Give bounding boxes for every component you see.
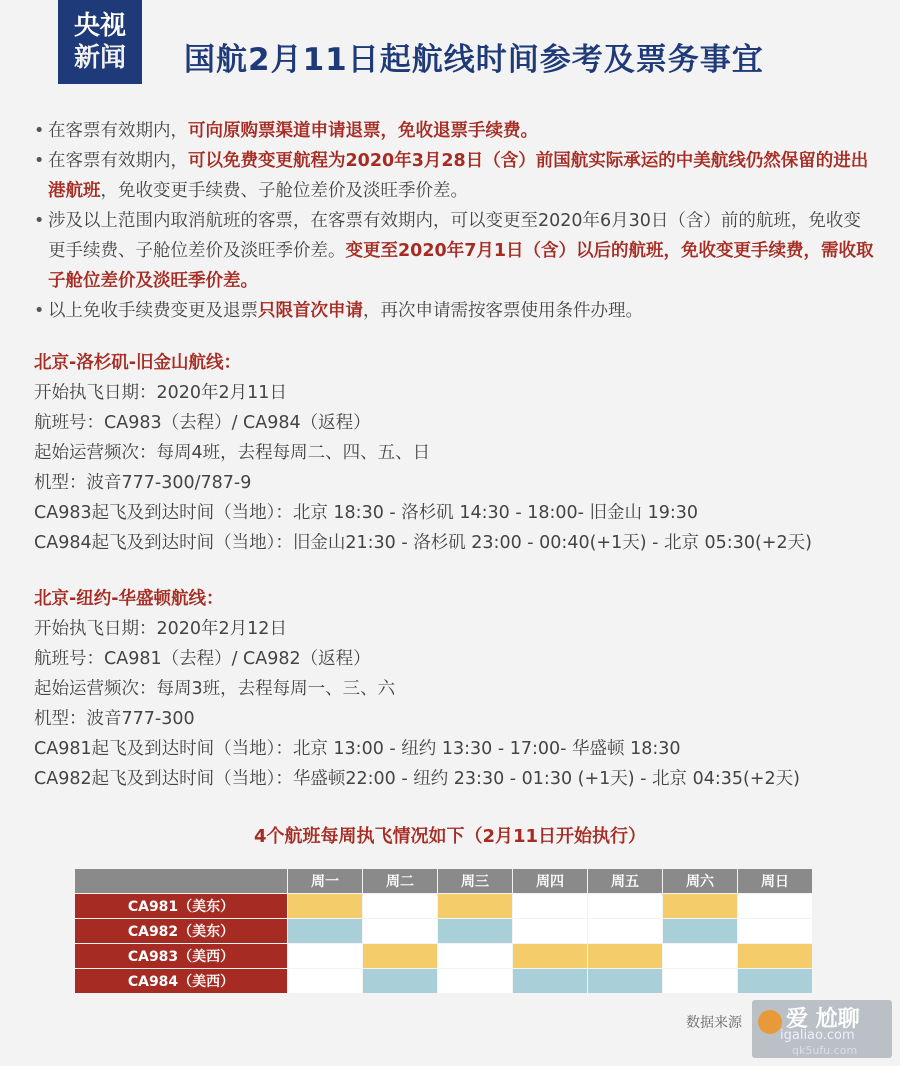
flight-numbers: 航班号：CA983（去程）/ CA984（返程） bbox=[34, 413, 371, 433]
watermark-bird-icon bbox=[758, 1010, 782, 1034]
notice-item bbox=[34, 296, 874, 326]
ca982-times: CA982起飞及到达时间（当地）：华盛顿22:00 - 纽约 23:30 - 01:30 (+1天) - 北京 04:35(+2天) bbox=[34, 769, 800, 789]
route-ny-dc bbox=[34, 584, 800, 794]
flight-day-empty bbox=[513, 894, 588, 919]
start-date: 开始执飞日期：2020年2月12日 bbox=[34, 619, 287, 639]
flight-day-active bbox=[288, 919, 363, 944]
weekly-schedule-table bbox=[74, 868, 813, 994]
start-date: 开始执飞日期：2020年2月11日 bbox=[34, 383, 287, 403]
route-title: 北京-洛杉矶-旧金山航线： bbox=[34, 353, 242, 373]
flight-day-empty bbox=[663, 969, 738, 994]
logo-line2: 新闻 bbox=[73, 43, 126, 73]
flight-day-empty bbox=[738, 919, 813, 944]
notice-text: 以上免收手续费变更及退票 bbox=[48, 301, 258, 321]
notice-text: ，免收变更手续费、子舱位差价及淡旺季价差。 bbox=[100, 181, 468, 201]
highlight-text: 变更至2020年7月1日（含）以后的航班，免收变更手续费，需收取子舱位差价及淡旺季价差。 bbox=[48, 241, 874, 291]
flight-day-active bbox=[588, 969, 663, 994]
flight-day-active bbox=[738, 944, 813, 969]
highlight-text: 只限首次申请 bbox=[258, 301, 363, 321]
watermark-url2: qk5ufu.com bbox=[792, 1044, 858, 1057]
flight-day-active bbox=[363, 969, 438, 994]
highlight-text: 可向原购票渠道申请退票，免收退票手续费。 bbox=[188, 121, 538, 141]
flight-day-empty bbox=[438, 944, 513, 969]
day-header: 周四 bbox=[513, 869, 588, 894]
flight-day-active bbox=[438, 919, 513, 944]
flight-day-active bbox=[513, 944, 588, 969]
flight-day-empty bbox=[663, 944, 738, 969]
corner-cell bbox=[75, 869, 288, 894]
day-header: 周日 bbox=[738, 869, 813, 894]
route-title: 北京-纽约-华盛顿航线： bbox=[34, 589, 224, 609]
ca983-times: CA983起飞及到达时间（当地）：北京 18:30 - 洛杉矶 14:30 - 18:00- 旧金山 19:30 bbox=[34, 503, 699, 523]
flight-day-empty bbox=[588, 919, 663, 944]
flight-day-active bbox=[363, 944, 438, 969]
frequency: 起始运营频次：每周3班，去程每周一、三、六 bbox=[34, 679, 396, 699]
header-row bbox=[75, 869, 813, 894]
aircraft: 机型：波音777-300/787-9 bbox=[34, 473, 252, 493]
aircraft: 机型：波音777-300 bbox=[34, 709, 195, 729]
notice-list bbox=[34, 116, 874, 326]
flight-numbers: 航班号：CA981（去程）/ CA982（返程） bbox=[34, 649, 371, 669]
flight-day-empty bbox=[288, 969, 363, 994]
ca984-times: CA984起飞及到达时间（当地）：旧金山21:30 - 洛杉矶 23:00 - 00:40(+1天) - 北京 05:30(+2天) bbox=[34, 533, 812, 553]
flight-label: CA981（美东） bbox=[75, 894, 288, 919]
day-header: 周二 bbox=[363, 869, 438, 894]
frequency: 起始运营频次：每周4班，去程每周二、四、五、日 bbox=[34, 443, 431, 463]
flight-day-active bbox=[738, 969, 813, 994]
flight-label: CA984（美西） bbox=[75, 969, 288, 994]
notice-item bbox=[34, 206, 874, 296]
highlight-text: 可以免费变更航程为2020年3月28日（含）前国航实际承运的中美航线仍然保留的进出港航班 bbox=[48, 151, 869, 201]
flight-day-active bbox=[513, 969, 588, 994]
flight-day-empty bbox=[588, 894, 663, 919]
table-row bbox=[75, 894, 813, 919]
notice-item bbox=[34, 146, 874, 206]
notice-text: 涉及以上范围内取消航班的客票，在客票有效期内，可以变更至2020年6月30日（含）前的航班，免收变更手续费、子舱位差价及淡旺季价差。 bbox=[48, 211, 861, 261]
cctv-news-logo bbox=[58, 0, 142, 84]
schedule-title: 4个航班每周执飞情况如下（2月11日开始执行） bbox=[253, 826, 647, 847]
route-la-sf bbox=[34, 348, 812, 558]
watermark bbox=[752, 1000, 892, 1058]
day-header: 周六 bbox=[663, 869, 738, 894]
ca981-times: CA981起飞及到达时间（当地）：北京 13:00 - 纽约 13:30 - 17:00- 华盛顿 18:30 bbox=[34, 739, 681, 759]
flight-day-active bbox=[588, 944, 663, 969]
flight-day-empty bbox=[363, 894, 438, 919]
flight-day-empty bbox=[438, 969, 513, 994]
watermark-text: 爱 尬聊 bbox=[786, 1007, 860, 1032]
data-source: 数据来源 bbox=[686, 1015, 742, 1031]
flight-day-active bbox=[663, 894, 738, 919]
table-row bbox=[75, 944, 813, 969]
day-header: 周三 bbox=[438, 869, 513, 894]
flight-day-empty bbox=[738, 894, 813, 919]
logo-line1: 央视 bbox=[73, 11, 126, 41]
flight-day-empty bbox=[363, 919, 438, 944]
page-title: 国航2月11日起航线时间参考及票务事宜 bbox=[184, 42, 764, 78]
flight-label: CA983（美西） bbox=[75, 944, 288, 969]
flight-day-active bbox=[438, 894, 513, 919]
flight-label: CA982（美东） bbox=[75, 919, 288, 944]
flight-day-empty bbox=[288, 944, 363, 969]
notice-text: 在客票有效期内， bbox=[48, 121, 188, 141]
day-header: 周五 bbox=[588, 869, 663, 894]
notice-item bbox=[34, 116, 874, 146]
day-header: 周一 bbox=[288, 869, 363, 894]
flight-day-active bbox=[288, 894, 363, 919]
flight-day-active bbox=[663, 919, 738, 944]
notice-text: 在客票有效期内， bbox=[48, 151, 188, 171]
watermark-url: igaliao.com bbox=[780, 1028, 855, 1043]
table-row bbox=[75, 969, 813, 994]
notice-text: ，再次申请需按客票使用条件办理。 bbox=[363, 301, 643, 321]
table-row bbox=[75, 919, 813, 944]
flight-day-empty bbox=[513, 919, 588, 944]
